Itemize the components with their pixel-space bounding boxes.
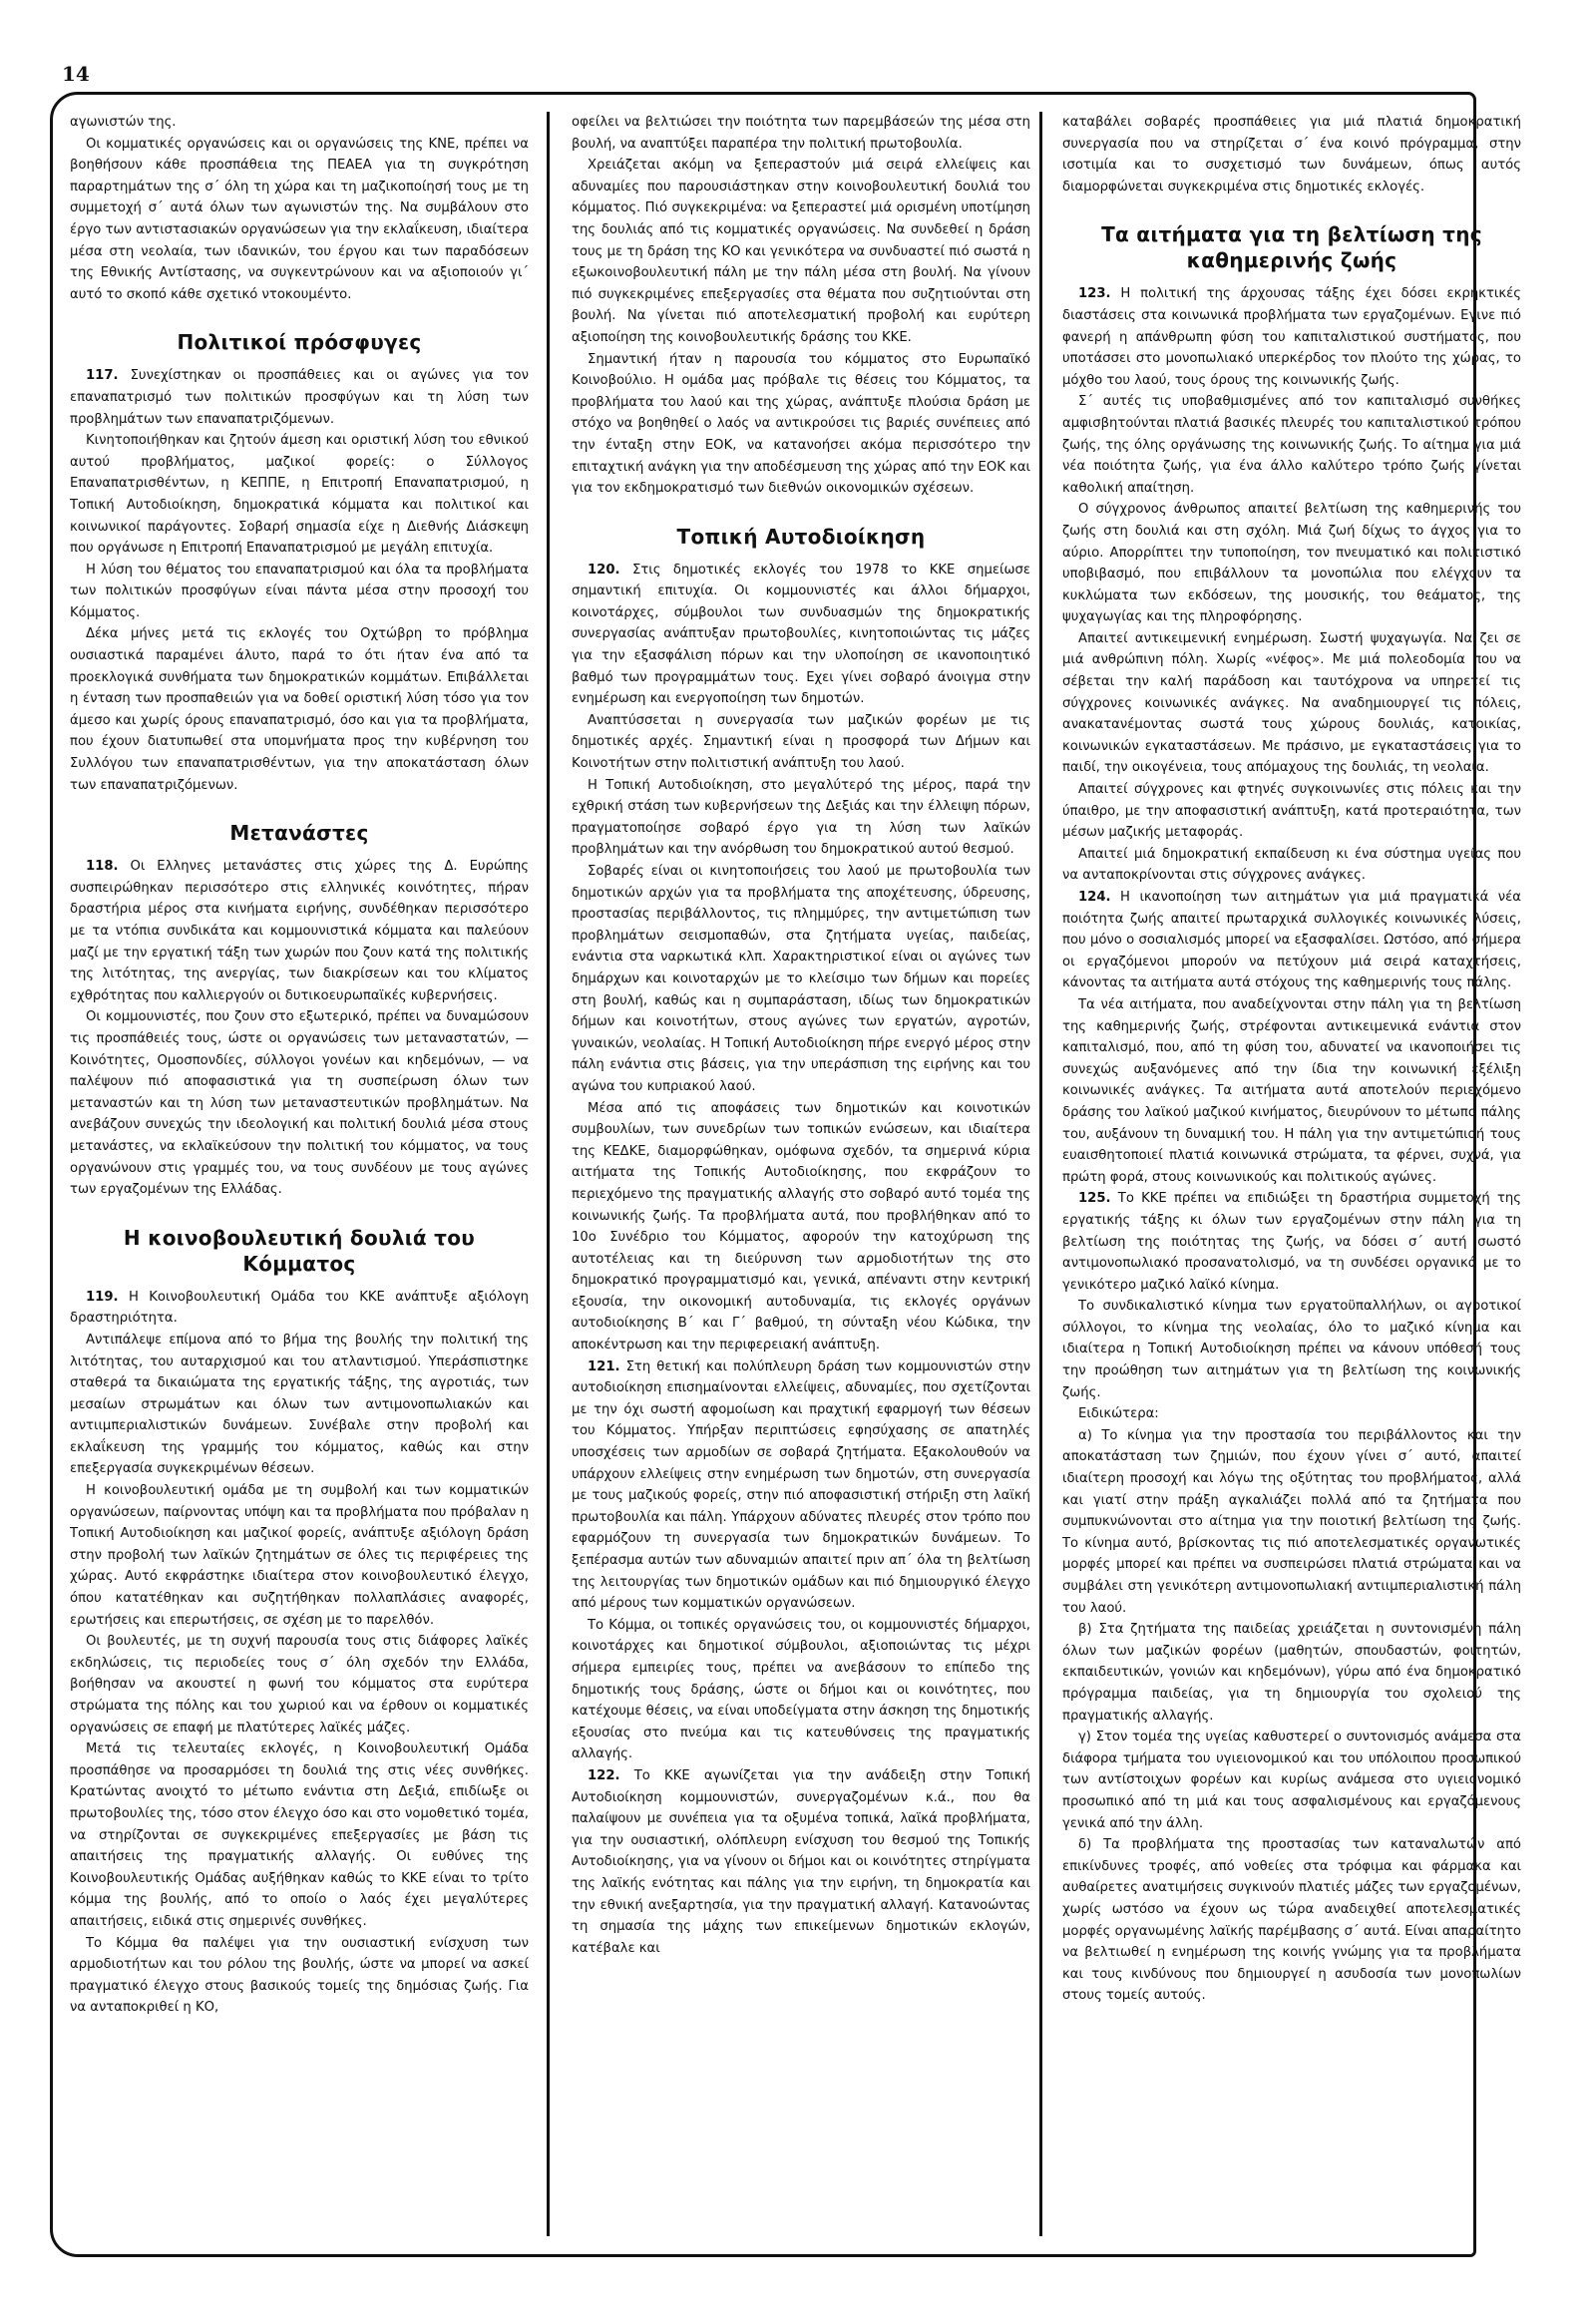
- column-3: [1062, 112, 1521, 2007]
- numbered-paragraph: [70, 365, 529, 430]
- paragraph-text: Απαιτεί μιά δημοκρατική εκπαίδευση κι ένα σύστημα υγείας που να ανταποκρίνονται στις σύγχρονες ανάγκες.: [1062, 846, 1521, 884]
- paragraph: [572, 1098, 1030, 1356]
- paragraph: [70, 134, 529, 306]
- paragraph-number: 119.: [86, 1289, 119, 1305]
- numbered-paragraph: [1062, 887, 1521, 994]
- paragraph-text: Οι βουλευτές, με τη συχνή παρουσία τους στις διάφορες λαϊκές εκδηλώσεις, τις περιοδείες τους σ΄ όλη σχεδόν την Ελλάδα, βοήθησαν να ακουστεί η φωνή του κόμματος στα ευρύτερα στρώματα της πόλης και του χωριού και να έρθουν οι κομματικές οργανώσεις σε επαφή με πλατύτερες λαϊκές μάζες.: [70, 1634, 529, 1736]
- paragraph: [572, 112, 1030, 155]
- paragraph: [70, 1739, 529, 1932]
- paragraph-text: Δέκα μήνες μετά τις εκλογές του Οχτώβρη το πρόβλημα ουσιαστικά παραμένει άλυτο, παρά το ότι ήταν ένα από τα προεκλογικά συνθήματα των δημοκρατικών κομμάτων. Επιβάλλεται η ένταση των προσπαθειών για να δοθεί οριστική λύση τόσο για τον άμεσο και χωρίς όρους επαναπατρισμό, όσο και για τα προβλήματα, που έχουν διατυπωθεί στα υπομνήματα προς την κυβέρνηση του Συλλόγου των επαναπατρισθέντων, για την αποκατάσταση όλων των επαναπατριζόμενων.: [70, 626, 529, 793]
- paragraph: [1062, 112, 1521, 197]
- numbered-paragraph: [572, 1356, 1030, 1615]
- paragraph: [1062, 1296, 1521, 1403]
- numbered-paragraph: [572, 1765, 1030, 1959]
- paragraph-text: Ο σύγχρονος άνθρωπος απαιτεί βελτίωση της καθημερινής του ζωής στη δουλιά και στη σχόλη. Μιά ζωή δίχως το άγχος για το αύριο. Απορρίπτει την τυποποίηση, τον πνευματικό και πολιτιστικό υποβιβασμό, που επιβάλλουν τα μονοπώλια που ελέγχουν τα κυκλώματα των εκδόσεων, της μουσικής, του θεάματος, της ψυχαγωγίας και της πληροφόρησης.: [1062, 502, 1521, 625]
- paragraph-text: Το Κόμμα, οι τοπικές οργανώσεις του, οι κομμουνιστές δήμαρχοι, κοινοτάρχες και δημοτικοί σύμβουλοι, αξιοποιώντας τις μέχρι σήμερα εμπειρίες τους, πρέπει να ανεβάσουν το επίπεδο της δημοτικής τους δράσης, ώστε οι δήμοι και οι κοινότητες, που κατέχουμε θέσεις, να είναι υποδείγματα στην άσκηση της δημοτικής εξουσίας στο πνεύμα και τις κατευθύνσεις της πραγματικής αλλαγής.: [572, 1617, 1030, 1762]
- paragraph: [1062, 1834, 1521, 2007]
- paragraph-text: Οι Ελληνες μετανάστες στις χώρες της Δ. Ευρώπης συσπειρώθηκαν περισσότερο στις ελληνικές κοινότητες, πήραν δραστήρια μέρος στα κινήματα ειρήνης, συνδέθηκαν περισσότερο με τα ντόπια συνδικάτα και κομμουνιστικά κόμματα και παλεύουν μαζί με την εργατική τάξη των χωρών που ζουν κατά της πολιτικής της λιτότητας, της ανεργίας, των διακρίσεων και του κλίματος εχθρότητας που καλλιεργούν οι δυτικοευρωπαϊκές κυβερνήσεις.: [70, 859, 529, 1003]
- paragraph: [70, 112, 529, 134]
- paragraph: [70, 1330, 529, 1480]
- paragraph-text: Τα νέα αιτήματα, που αναδείχνονται στην πάλη για τη βελτίωση της καθημερινής ζωής, στρέφονται αντικειμενικά ενάντια στον καπιταλισμό, που, από τη φύση του, αδυνατεί να ικανοποιήσει τις συνεχώς αυξανόμενες από την ίδια την κοινωνική εξέλιξη κοινωνικές ανάγκες. Τα αιτήματα αυτά αποτελούν περιεχόμενο δράσης του λαϊκού μαζικού κινήματος, διευρύνουν το μέτωπο πάλης του, αυξάνουν τη δυναμική του. Η πάλη για την αντιμετώπισή τους ευαισθητοποιεί πλατιά κοινωνικά στρώματα, τα φέρνει, συχνά, για πρώτη φορά, στους κοινωνικούς και πολιτικούς αγώνες.: [1062, 996, 1521, 1185]
- paragraph-text: Το ΚΚΕ πρέπει να επιδιώξει τη δραστήρια συμμετοχή της εργατικής τάξης κι όλων των εργαζομένων στην πάλη για τη βελτίωση της ποιότητας της ζωής, να δόσει σ΄ αυτή σωστό αντιμονοπωλιακό προσανατολισμό, να τη συνδέσει οργανικά με το γενικότερο μαζικό λαϊκό κίνημα.: [1062, 1191, 1521, 1293]
- paragraph: [1062, 1727, 1521, 1834]
- paragraph: [70, 1006, 529, 1200]
- paragraph: [1062, 779, 1521, 844]
- paragraph: [572, 861, 1030, 1098]
- paragraph: [572, 775, 1030, 861]
- section-heading: Πολιτικοί πρόσφυγες: [177, 330, 422, 355]
- column-1: [70, 112, 529, 2019]
- paragraph: [70, 1480, 529, 1631]
- paragraph: [70, 430, 529, 560]
- numbered-paragraph: [572, 560, 1030, 710]
- paragraph: [1062, 844, 1521, 887]
- paragraph-text: Στη θετική και πολύπλευρη δράση των κομμουνιστών στην αυτοδιοίκηση επισημαίνονται ελλείψεις, αδυναμίες, που σχετίζονται με την όχι σωστή αφομοίωση και πραχτική εφαρμογή των θέσεων του Κόμματος. Υπήρξαν περιπτώσεις εφησύχασης σε απατηλές υποσχέσεις των αρμοδίων σε σοβαρά ζητήματα. Εξακολουθούν να υπάρχουν ελλείψεις στην ενημέρωση των δημοτών, στη συνεργασία με τους μαζικούς φορείς, στην πιό αποφασιστική στήριξη στη λαϊκή πρωτοβουλία και πάλη. Υπάρχουν αδύνατες πλευρές στον τρόπο που εφαρμόζουν τη συνεργασία των δημοκρατικών δυνάμεων. Το ξεπέρασμα αυτών των αδυναμιών απαιτεί πριν απ΄ όλα τη βελτίωση της λειτουργίας των δημοτικών ομάδων και πιό δημιουργικό έλεγχο από μέρους των κομματικών οργανώσεων.: [572, 1358, 1030, 1612]
- paragraph-number: 120.: [588, 562, 620, 578]
- paragraph-text: αγωνιστών της.: [70, 115, 177, 130]
- paragraph-text: Μετά τις τελευταίες εκλογές, η Κοινοβουλευτική Ομάδα προσπάθησε να προσαρμόσει τη δουλιά της στις νέες συνθήκες. Κρατώντας ανοιχτό το μέτωπο ενάντια στη Δεξιά, επιδίωξε οι πρωτοβουλίες της, τόσο στον έλεγχο όσο και στο νομοθετικό τομέα, να στηρίζονται σε συγκεκριμένες επεξεργασίες με βάση τις απαιτήσεις της πραγματικής αλλαγής. Οι ευθύνες της Κοινοβουλευτικής Ομάδας αυξήθηκαν καθώς το ΚΚΕ είναι το τρίτο κόμμα της βουλής, από το οποίο ο λαός έχει μεγαλύτερες απαιτήσεις, ειδικά στις σημερινές συνθήκες.: [70, 1741, 529, 1929]
- paragraph-text: Στις δημοτικές εκλογές του 1978 το ΚΚΕ σημείωσε σημαντική επιτυχία. Οι κομμουνιστές και άλλοι δήμαρχοι, κοινοτάρχες, σύμβουλοι των συνδυασμών της δημοκρατικής συνεργασίας ανάπτυξαν πρωτοβουλίες, κινητοποιώντας τις μάζες για την εξασφάλιση πόρων και την υλοποίηση σε ικανοποιητικό βαθμό των προγραμμάτων τους. Εχει γίνει σοβαρό άνοιγμα στην ενημέρωση και ενεργοποίηση των δημοτών.: [572, 562, 1030, 707]
- paragraph-text: Συνεχίστηκαν οι προσπάθειες και οι αγώνες για τον επαναπατρισμό των πολιτικών προσφύγων και τη λύση των προβλημάτων των επαναπατριζόμενων.: [70, 368, 529, 427]
- paragraph: [70, 560, 529, 624]
- paragraph-text: Χρειάζεται ακόμη να ξεπεραστούν μιά σειρά ελλείψεις και αδυναμίες που παρουσιάστηκαν στην κοινοβουλευτική δουλιά του κόμματος. Πιό συγκεκριμένα: να ξεπεραστεί μιά ορισμένη υποτίμηση της δουλιάς από τις κομματικές οργανώσεις. Να συνδεθεί η δράση τους με τη δράση της ΚΟ και γενικότερα να συνδυαστεί πιό σωστά η εξωκοινοβουλευτική πάλη με την πάλη μέσα στη βουλή. Να γίνουν πιό συγκεκριμένες επεξεργασίες στα θέματα που συζητιούνται στη βουλή. Να γίνεται πιό αποτελεσματική προβολή και ευρύτερη αξιοποίηση της κοινοβουλευτικής δράσης του ΚΚΕ.: [572, 158, 1030, 345]
- paragraph-text: Σημαντική ήταν η παρουσία του κόμματος στο Ευρωπαϊκό Κοινοβούλιο. Η ομάδα μας πρόβαλε τις θέσεις του Κόμματος, τα προβλήματα του λαού και της χώρας, ανάπτυξε πλούσια δράση με στόχο να βοηθηθεί ο λαός να αντικρούσει τις βαριές συνέπειες από την ένταξη στην ΕΟΚ, να κατανοήσει ακόμα περισσότερο την επιταχτική ανάγκη για την αποδέσμευση της χώρας από την ΕΟΚ και για τον εκδημοκρατισμό των διεθνών οικονομικών σχέσεων.: [572, 351, 1030, 497]
- article-columns: [70, 112, 1521, 2236]
- paragraph: [70, 623, 529, 796]
- paragraph-text: Η κοινοβουλευτική ομάδα με τη συμβολή και των κομματικών οργανώσεων, παίρνοντας υπόψη και τα προβλήματα που πρόβαλαν η Τοπική Αυτοδιοίκηση και μαζικοί φορείς, ανάπτυξε αξιόλογη δράση στην προβολή των λαϊκών ζητημάτων σε όλες τις περιφέρειες της χώρας. Αυτό εκφράστηκε ιδιαίτερα στον κοινοβουλευτικό έλεγχο, όπου κατατέθηκαν και συζητήθηκαν πολλαπλάσιες αναφορές, ερωτήσεις και επερωτήσεις, σε σχέση με το παρελθόν.: [70, 1483, 529, 1628]
- paragraph-text: Σοβαρές είναι οι κινητοποιήσεις του λαού με πρωτοβουλία των δημοτικών αρχών για τα προβλήματα της αποχέτευσης, ύδρευσης, προστασίας περιβάλλοντος, τις πλημμύρες, την αντιμετώπιση των προβλημάτων σεισμοπαθών, στα ζητήματα υγείας, παιδείας, ενάντια στα ναρκωτικά κλπ. Χαρακτηριστικοί είναι οι αγώνες των δημάρχων και κοινοταρχών με το κλείσιμο των δήμων και πορείες στη βουλή, καθώς και η συμπαράσταση, ιδίως των δημοκρατικών δήμων και κοινοτήτων, στους αγώνες των εργατών, αγροτών, γυναικών, νεολαίας. Η Τοπική Αυτοδιοίκηση πήρε ενεργό μέρος στην πάλη ενάντια στις βάσεις, για την υπεράσπιση της ειρήνης και του αγώνα του κυπριακού λαού.: [572, 864, 1030, 1094]
- section-heading: Η κοινοβουλευτική δουλιά του Κόμματος: [123, 1225, 476, 1276]
- paragraph-text: Η Κοινοβουλευτική Ομάδα του ΚΚΕ ανάπτυξε αξιόλογη δραστηριότητα.: [70, 1289, 529, 1327]
- paragraph-text: Αναπτύσσεται η συνεργασία των μαζικών φορέων με τις δημοτικές αρχές. Σημαντική είναι η προσφορά των Δήμων και Κοινοτήτων στην πολιτιστική ανάπτυξη του λαού.: [572, 712, 1030, 772]
- numbered-paragraph: [70, 856, 529, 1006]
- paragraph-text: Το Κόμμα θα παλέψει για την ουσιαστική ενίσχυση των αρμοδιοτήτων και του ρόλου της βουλής, ώστε να μπορεί να ασκεί πραγματικό έλεγχο στους βασικούς τομείς της δημόσιας ζωής. Για να ανταποκριθεί η ΚΟ,: [70, 1935, 529, 2016]
- paragraph: [572, 710, 1030, 775]
- paragraph-text: Σ΄ αυτές τις υποβαθμισμένες από τον καπιταλισμό συνθήκες αμφισβητούνται πλατιά βασικές πλευρές του καπιταλιστικού τρόπου ζωής, της όλης οργάνωσης της κοινωνικής ζωής. Το αίτημα για μιά νέα ποιότητα ζωής, για ένα άλλο καλύτερο τρόπο ζωής γίνεται καθολική απαίτηση.: [1062, 394, 1521, 496]
- paragraph: [1062, 1403, 1521, 1425]
- section-heading: Μετανάστες: [229, 821, 369, 846]
- paragraph-text: α) Το κίνημα για την προστασία του περιβάλλοντος και την αποκατάσταση των ζημιών, που έχουν γίνει σ΄ αυτό, απαιτεί ιδιαίτερη προσοχή και λόγω της οξύτητας του προβλήματος, αλλά και γιατί στην πράξη αγκαλιάζει πολλά από τα ζητήματα που συμπυκνώνονται στο αίτημα για την ποιοτική βελτίωση της ζωής. Το κίνημα αυτό, βρίσκοντας τις πιό αποτελεσματικές οργανωτικές μορφές μπορεί και πρέπει να συσπειρώσει πλατιά στρώματα και να συμβάλει στη γενικότερη αντιμονοπωλιακή αντιιμπεριαλιστική πάλη του λαού.: [1062, 1427, 1521, 1616]
- paragraph-number: 124.: [1078, 890, 1111, 905]
- section-heading: Τα αιτήματα για τη βελτίωση της καθημερινής ζωής: [1101, 222, 1482, 273]
- paragraph-number: 123.: [1078, 286, 1111, 302]
- paragraph: [1062, 499, 1521, 628]
- paragraph-text: Το συνδικαλιστικό κίνημα των εργατοϋπαλλήλων, οι αγροτικοί σύλλογοι, το κίνημα της νεολαίας, όλο το μαζικό κίνημα και ιδιαίτερα η Τοπική Αυτοδιοίκηση πρέπει να κάνουν υπόθεσή τους την προώθηση των αιτημάτων για τη βελτίωση της κοινωνικής ζωής.: [1062, 1299, 1521, 1400]
- page-number: 14: [62, 62, 90, 86]
- paragraph-text: Απαιτεί σύγχρονες και φτηνές συγκοινωνίες στις πόλεις και την ύπαιθρο, με την αποφασιστική ανάπτυξη, κατά προτεραιότητα, των μέσων μαζικής μεταφοράς.: [1062, 782, 1521, 841]
- paragraph-text: β) Στα ζητήματα της παιδείας χρειάζεται η συντονισμένη πάλη όλων των μαζικών φορέων (μαθητών, σπουδαστών, φοιτητών, εκπαιδευτικών, γονιών και κηδεμόνων), γύρω από ένα δημοκρατικό πρόγραμμα παιδείας, για τη δημιουργία του σχολειού της πραγματικής αλλαγής.: [1062, 1622, 1521, 1724]
- paragraph-text: Οι κομματικές οργανώσεις και οι οργανώσεις της ΚΝΕ, πρέπει να βοηθήσουν κάθε προσπάθεια της ΠΕΑΕΑ για τη συγκρότηση παραρτημάτων της σ΄ όλη τη χώρα και τη μαζικοποίησή τους με τη συμμετοχή σ΄ αυτά όλων των αγωνιστών της. Να συμβάλουν στο έργο των αντιστασιακών οργανώσεων για την εκλαΐκευση, ιδιαίτερα μέσα στη νεολαία, των ιδανικών, του έργου και των παραδόσεων της Εθνικής Αντίστασης, να συγκεντρώνουν και να αξιοποιούν γι΄ αυτό το σκοπό κάθε σχετικό ντοκουμέντο.: [70, 136, 529, 302]
- paragraph: [70, 1631, 529, 1739]
- paragraph-number: 121.: [588, 1358, 620, 1374]
- paragraph: [572, 1615, 1030, 1765]
- column-2: [572, 112, 1030, 1959]
- paragraph-text: Η λύση του θέματος του επαναπατρισμού και όλα τα προβλήματα των πολιτικών προσφύγων είναι πάντα μέσα στην προσοχή του Κόμματος.: [70, 562, 529, 620]
- paragraph-text: Η πολιτική της άρχουσας τάξης έχει δόσει εκρηκτικές διαστάσεις στα κοινωνικά προβλήματα των εργαζομένων. Εγινε πιό φανερή η απάνθρωπη φύση του καπιταλιστικού συστήματος, που υποτάσσει στο μονοπωλιακό υπερκέρδος τον πλούτο της χώρας, το μόχθο του λαού, τους όρους της κοινωνικής ζωής.: [1062, 286, 1521, 388]
- paragraph: [1062, 628, 1521, 779]
- paragraph-text: Οι κομμουνιστές, που ζουν στο εξωτερικό, πρέπει να δυναμώσουν τις προσπάθειές τους, ώστε οι οργανώσεις των μεταναστατών, — Κοινότητες, Ομοσπονδίες, σύλλογοι γονέων και κηδεμόνων, — να παλέψουν πιό αποφασιστικά για τη συσπείρωση όλων των μεταναστών και τη λύση των μεταναστευτικών προβλημάτων. Να ανεβάζουν συνεχώς την ιδεολογική και πολιτική δουλιά μέσα στους μετανάστες, να εκλαϊκεύσουν την πολιτική του κόμματος, να τους οργανώνουν στις γραμμές του, να τους συνδέουν με τους αγώνες των εργαζομένων της Ελλάδας.: [70, 1009, 529, 1198]
- paragraph-text: οφείλει να βελτιώσει την ποιότητα των παρεμβάσεών της μέσα στη βουλή, να αναπτύξει παραπέρα την πολιτική πρωτοβουλία.: [572, 115, 1030, 152]
- paragraph-text: γ) Στον τομέα της υγείας καθυστερεί ο συντονισμός ανάμεσα στα διάφορα τμήματα του υγιειονομικού και του υπόλοιπου προσωπικού των αντίστοιχων φορέων και κυρίως ανάμεσα στο υγιειονομικό προσωπικό από τη μιά και τους ασφαλισμένους και εργαζόμενους γενικά από την άλλη.: [1062, 1730, 1521, 1831]
- paragraph-number: 122.: [588, 1767, 620, 1783]
- paragraph: [1062, 1619, 1521, 1727]
- paragraph-text: Μέσα από τις αποφάσεις των δημοτικών και κοινοτικών συμβουλίων, των συνεδρίων των τοπικών ενώσεων, και ιδιαίτερα της ΚΕΔΚΕ, διαμορφώθηκαν, ομόφωνα σχεδόν, τα σημερινά κύρια αιτήματα της Τοπικής Αυτοδιοίκησης, που εκφράζουν το περιεχόμενο της πραγματικής αλλαγής στο σοβαρό αυτό τομέα της κοινωνικής ζωής. Τα προβλήματα αυτά, που προβλήθηκαν από το 10ο Συνέδριο του Κόμματος, αφορούν την κατοχύρωση της αυτοτέλειας και τη διεύρυνση των αρμοδιοτήτων της στο δημοκρατικό προγραμματισμό και, γενικά, απέναντι στην κεντρική εξουσία, την οικονομική αυτοδυναμία, τις εκλογές οργάνων αυτοδιοίκησης Β΄ και Γ΄ βαθμού, τη σύνταξη νέου Κώδικα, την αποκέντρωση και την περιφερειακή ανάπτυξη.: [572, 1100, 1030, 1353]
- section-heading: Τοπική Αυτοδιοίκηση: [676, 524, 926, 549]
- paragraph-text: Ειδικώτερα:: [1078, 1406, 1159, 1422]
- paragraph: [1062, 1425, 1521, 1619]
- paragraph-text: δ) Τα προβλήματα της προστασίας των καταναλωτών από επικίνδυνες τροφές, από νοθείες στα τρόφιμα και φάρμακα και αυθαίρετες ανατιμήσεις συγκινούν πλατιές μάζες των εργαζομένων, χωρίς ωστόσο να έχουν ως τώρα αναδειχθεί αποτελεσματικές μορφές οργανωμένης λαϊκής παρέμβασης σ΄ αυτά. Είναι απαραίτητο να βελτιωθεί η ενημέρωση της κοινής γνώμης για τα προβλήματα και τους κινδύνους που δημιουργεί η ασυδοσία των μονοπωλίων στους τομείς αυτούς.: [1062, 1837, 1521, 2004]
- paragraph-text: Η Τοπική Αυτοδιοίκηση, στο μεγαλύτερό της μέρος, παρά την εχθρική στάση των κυβερνήσεων της Δεξιάς και την έλλειψη πόρων, πραγματοποίησε σοβαρό έργο για τη λύση των λαϊκών προβλημάτων και την ανόρθωση του δημοκρατικού αυτού θεσμού.: [572, 777, 1030, 858]
- numbered-paragraph: [1062, 1188, 1521, 1296]
- paragraph-text: Κινητοποιήθηκαν και ζητούν άμεση και οριστική λύση του εθνικού αυτού προβλήματος, μαζικοί φορείς: ο Σύλλογος Επαναπατρισθέντων, η ΚΕΠΠΕ, η Επιτροπή Επαναπατρισμού, η Τοπική Αυτοδιοίκηση, δημοκρατικά κόμματα και πολιτικοί και κοινωνικοί παράγοντες. Σοβαρή σημασία είχε η Διεθνής Διάσκεψη που οργάνωσε η Επιτροπή Επαναπατρισμού με μεγάλη επιτυχία.: [70, 433, 529, 557]
- paragraph-text: καταβάλει σοβαρές προσπάθειες για μιά πλατιά δημοκρατική συνεργασία που να στηρίζεται σ΄ ένα κοινό πρόγραμμα, στην ισοτιμία και το συσχετισμό των δυνάμεων, όπως αυτός διαμορφώνεται συγκεκριμένα στις δημοτικές εκλογές.: [1062, 115, 1521, 194]
- paragraph: [572, 349, 1030, 500]
- numbered-paragraph: [70, 1287, 529, 1330]
- paragraph: [1062, 994, 1521, 1188]
- paragraph: [70, 1933, 529, 2019]
- column-divider: [547, 112, 550, 2236]
- paragraph-number: 117.: [86, 368, 119, 384]
- paragraph-text: Η ικανοποίηση των αιτημάτων για μιά πραγματικά νέα ποιότητα ζωής απαιτεί πρωταρχικά συλλογικές κοινωνικές λύσεις, που μόνο ο σοσιαλισμός μπορεί να εξασφαλίσει. Ωστόσο, από σήμερα οι εργαζόμενοι μπορούν να πετύχουν μιά σειρά καταχτήσεις, κάνοντας τα αιτήματα αυτά στόχους της καθημερινής τους πάλης.: [1062, 890, 1521, 991]
- paragraph-text: Το ΚΚΕ αγωνίζεται για την ανάδειξη στην Τοπική Αυτοδιοίκηση κομμουνιστών, συνεργαζομένων κ.ά., που θα παλαίψουν με συνέπεια για τα οξυμένα τοπικά, λαϊκά προβλήματα, για την ουσιαστική, ολόπλευρη ενίσχυση του θεσμού της Τοπικής Αυτοδιοίκησης, για να γίνουν οι δήμοι και οι κοινότητες στηρίγματα της λαϊκής ενότητας και πάλης για την ειρήνη, τη δημοκρατία και την εθνική ανεξαρτησία, για την πραγματική αλλαγή. Κατανοώντας τη σημασία της μάχης των επικείμενων δημοτικών εκλογών, κατέβαλε και: [572, 1767, 1030, 1956]
- paragraph-text: Αντιπάλεψε επίμονα από το βήμα της βουλής την πολιτική της λιτότητας, του αυταρχισμού και του ατλαντισμού. Υπεράσπιστηκε σταθερά τα δικαιώματα της εργατικής τάξης, της αγροτιάς, των μεσαίων στρωμάτων και όλων των αντιμονοπωλιακών και αντιιμπεριαλιστικών δυνάμεων. Συνέβαλε στην προβολή και εκλαΐκευση της γραμμής του κόμματος, καθώς και στην επεξεργασία συγκεκριμένων θέσεων.: [70, 1332, 529, 1477]
- paragraph: [572, 155, 1030, 348]
- paragraph-number: 118.: [86, 859, 119, 875]
- column-divider: [1039, 112, 1042, 2236]
- numbered-paragraph: [1062, 283, 1521, 391]
- paragraph-number: 125.: [1078, 1191, 1111, 1207]
- paragraph-text: Απαιτεί αντικειμενική ενημέρωση. Σωστή ψυχαγωγία. Να ζει σε μιά ανθρώπινη πόλη. Χωρίς «νέφος». Με μιά πολεοδομία που να σέβεται την καλή παράδοση και ταυτόχρονα να υπηρετεί τις σύγχρονες κοινωνικές ανάγκες. Να αναδημιουργεί τις πόλεις, ανακατανέμοντας σωστά τους χώρους δουλιάς, κατοικίας, κοινωνικών εγκαταστάσεων. Με πράσινο, με εγκαταστάσεις για το παιδί, την οικογένεια, τους απόμαχους της δουλιάς, τη νεολαία.: [1062, 630, 1521, 776]
- paragraph: [1062, 391, 1521, 499]
